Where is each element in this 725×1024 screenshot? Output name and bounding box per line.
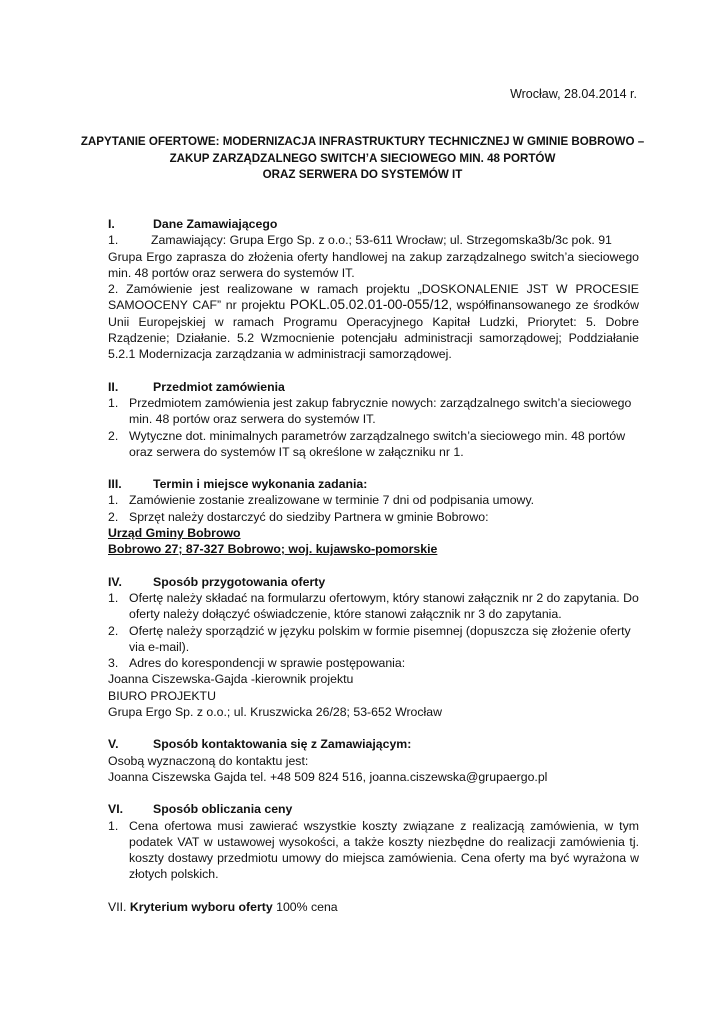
list-item: 2. Ofertę należy sporządzić w języku polskim w formie pisemnej (dopuszcza się złożenie oferty via e-mail). [108,623,631,654]
s2-list [108,395,639,460]
title-line-2: ZAKUP ZARZĄDZALNEGO SWITCH’A SIECIOWEGO MIN. 48 PORTÓW [169,151,556,165]
contact-intro: Osobą wyznaczoną do kontaktu jest: [108,753,309,768]
list-item: 2. Wytyczne dot. minimalnych parametrów zarządzalnego switch’a sieciowego min. 48 portów oraz serwera do systemów IT są określone w załączniku nr 1. [108,428,626,459]
section-heading-7: VII. Kryterium wyboru oferty 100% cena [108,899,338,914]
list-item: 1. Zamówienie zostanie zrealizowane w terminie 7 dni od podpisania umowy. [108,493,535,508]
contact-office: BIURO PROJEKTU [108,688,216,703]
title-line-3: ORAZ SERWERA DO SYSTEMÓW IT [262,168,463,181]
contact-details: Joanna Ciszewska Gajda tel. +48 509 824 516, joanna.ciszewska@grupaergo.pl [108,769,548,784]
s1-paragraph-3: 2. Zamówienie jest realizowane w ramach projektu „DOSKONALENIE JST W PROCESIE SAMOOCENY CAF” nr projektu POKL.05.02.01-00-055/12, współfinansowanego ze środków Unii Europejskiej w ramach Programu Operacyjnego Kapitał Ludzki, Priorytet: 5. Dobre Rządzenie; Działanie. 5.2 Wzmocnienie potencjału administracji samorządowej; Poddziałanie 5.2.1 Modernizacja zarządzania w administracji samorządowej. [108,282,640,362]
document-title [60,134,665,184]
contact-address: Grupa Ergo Sp. z o.o.; ul. Kruszwicka 26/28; 53-652 Wrocław [108,705,442,720]
section-heading-4: IV. Sposób przygotowania oferty [108,574,326,589]
list-item: 1. Cena ofertowa musi zawierać wszystkie koszty związane z realizacją zamówienia, w tym podatek VAT w ustawowej wysokości, a także koszty niezbędne do realizacji zamówienia tj. koszty dostawy przedmiotu umowy do miejsca zamówienia. Cena oferty ma być wyrażona w złotych polskich. [108,818,639,882]
list-item: 2. Sprzęt należy dostarczyć do siedziby Partnera w gminie Bobrowo: [108,509,489,524]
list-item: 1. Ofertę należy składać na formularzu ofertowym, który stanowi załącznik nr 2 do zapytania. Do oferty należy dołączyć oświadczenie, które stanowi załącznik nr 3 do zapytania. [108,590,639,622]
list-item: 3. Adres do korespondencji w sprawie postępowania: [108,656,406,671]
document-body [108,216,639,915]
delivery-address-line-1: Urząd Gminy Bobrowo [108,526,241,541]
section-heading-3: III. Termin i miejsce wykonania zadania: [108,477,368,492]
title-line-1: ZAPYTANIE OFERTOWE: MODERNIZACJA INFRASTRUKTURY TECHNICZNEJ W GMINIE BOBROWO – [80,135,645,148]
s4-list [108,590,639,671]
project-code: POKL.05.02.01-00-055/12 [289,297,449,313]
section-heading-5: V. Sposób kontaktowania się z Zamawiającym: [108,737,412,752]
s1-paragraph-2: Grupa Ergo zaprasza do złożenia oferty handlowej na zakup zarządzalnego switch’a sieciowego min. 48 portów oraz serwera do systemów IT. [108,249,639,280]
section-heading-2: II. Przedmiot zamówienia [108,379,285,394]
section-heading-6: VI. Sposób obliczania ceny [108,802,293,817]
s1-paragraph-1: 1. Zamawiający: Grupa Ergo Sp. z o.o.; 53-611 Wrocław; ul. Strzegomska3b/3c pok. 91 [108,233,612,248]
section-heading-1: I. Dane Zamawiającego [108,217,278,231]
document-date: Wrocław, 28.04.2014 r. [510,87,637,101]
delivery-address-line-2: Bobrowo 27; 87-327 Bobrowo; woj. kujawsko-pomorskie [108,542,438,557]
contact-person: Joanna Ciszewska-Gajda -kierownik projektu [108,672,354,687]
list-item: 1. Przedmiotem zamówienia jest zakup fabrycznie nowych: zarządzalnego switch’a sieciowego min. 48 portów oraz serwera do systemów IT. [108,395,632,427]
s3-list [108,492,639,525]
s6-list [108,818,639,883]
